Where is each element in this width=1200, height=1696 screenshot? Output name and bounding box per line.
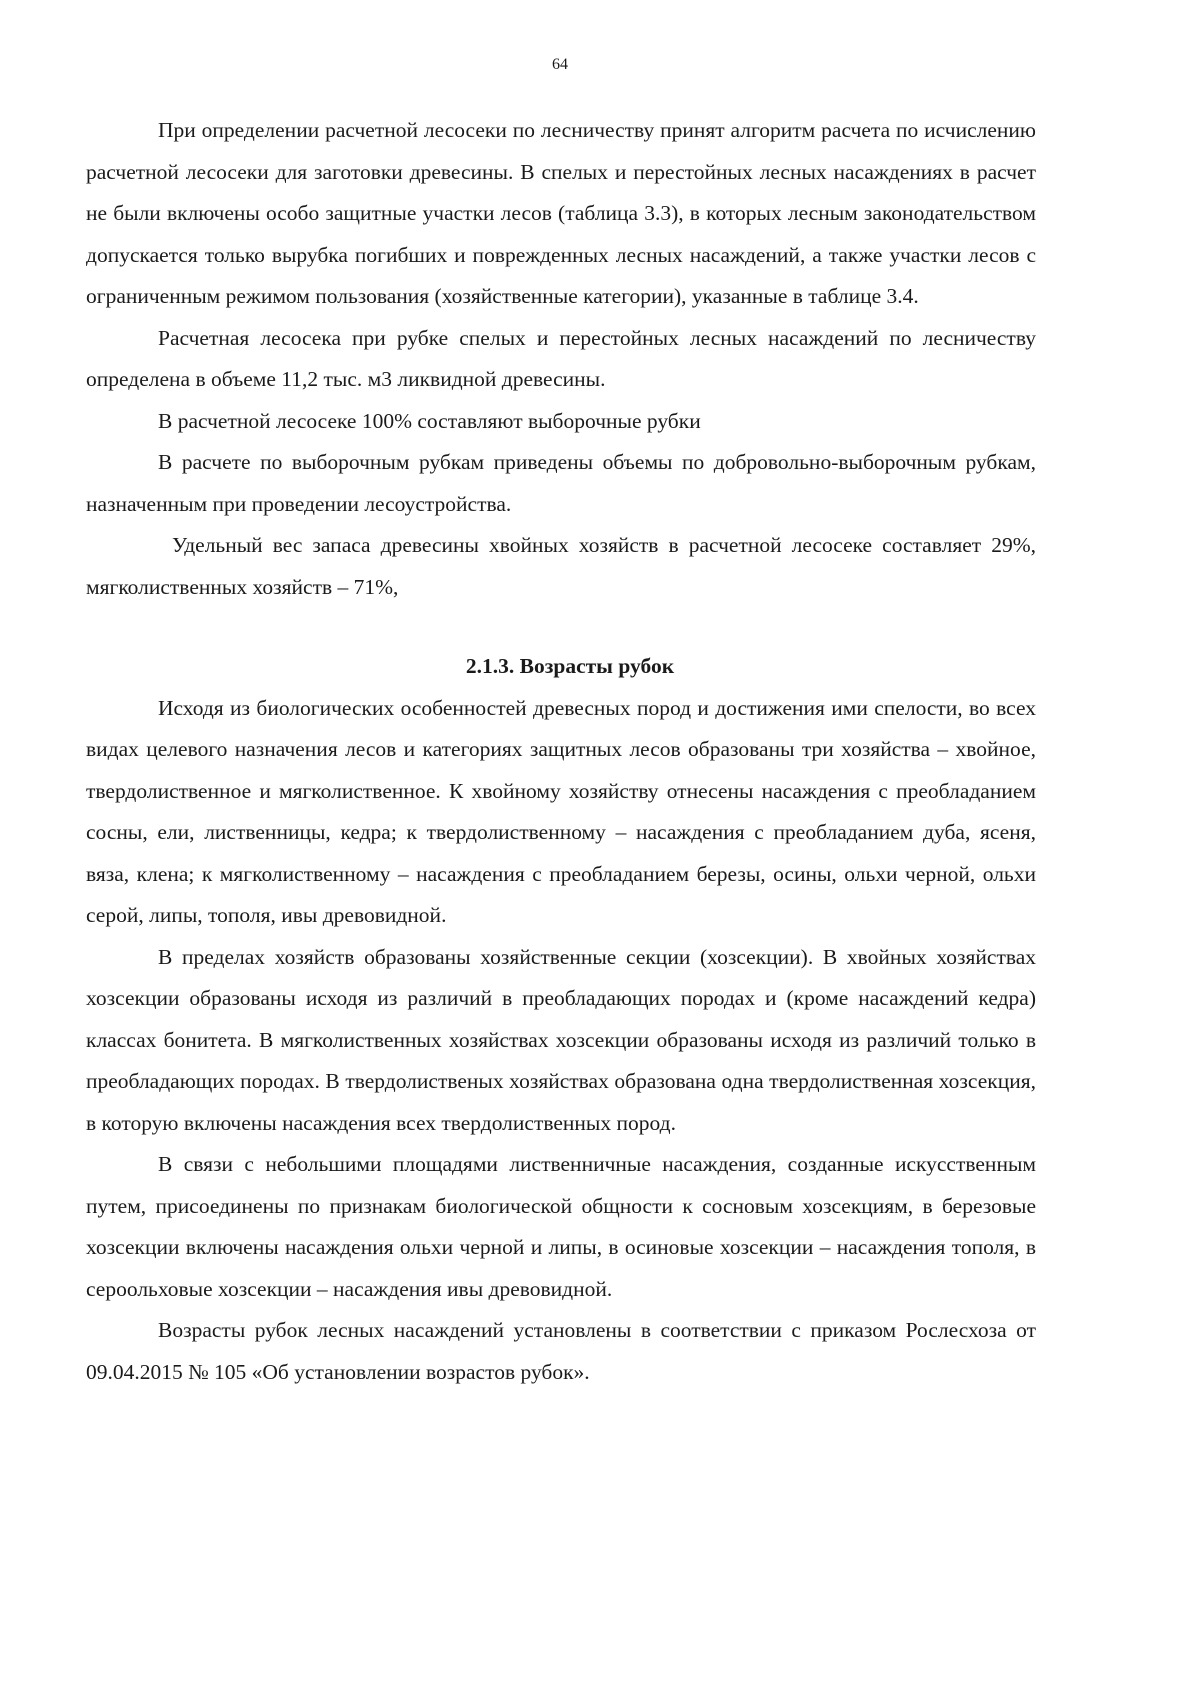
paragraph-selective-cuttings-share: В расчетной лесосеке 100% составляют выборочные рубки (158, 408, 701, 433)
paragraph-allowable-cut-volume: Расчетная лесосека при рубке спелых и перестойных лесных насаждений по лесничеству определена в объеме 11,2 тыс. м3 ликвидной древесины. (86, 325, 1036, 391)
paragraph-allowable-cut-algorithm: При определении расчетной лесосеки по лесничеству принят алгоритм расчета по исчислению расчетной лесосеки для заготовки древесины. В спелых и перестойных лесных насаждениях в расчет не были включены особо защитные участки лесов (таблица 3.3), в которых лесным законодательством допускается только вырубка погибших и поврежденных лесных насаждений, а также участки лесов с ограниченным режимом пользования (хозяйственные категории), указанные в таблице 3.4. (86, 118, 1036, 308)
page-content (86, 110, 1036, 1393)
section-heading: 2.1.3. Возрасты рубок (465, 654, 675, 678)
paragraph-stock-share: Удельный вес запаса древесины хвойных хозяйств в расчетной лесосеке составляет 29%, мягколиственных хозяйств – 71%, (86, 533, 1036, 599)
paragraph-forest-economies: Исходя из биологических особенностей древесных пород и достижения ими спелости, во всех видах целевого назначения лесов и категориях защитных лесов образованы три хозяйства – хвойное, твердолиственное и мягколиственное. К хвойному хозяйству отнесены насаждения с преобладанием сосны, ели, лиственницы, кедра; к твердолиственному – насаждения с преобладанием дуба, ясеня, вяза, клена; к мягколиственному – насаждения с преобладанием березы, осины, ольхи черной, ольхи серой, липы, тополя, ивы древовидной. (86, 695, 1036, 927)
paragraph-voluntary-selective-cuttings: В расчете по выборочным рубкам приведены объемы по добровольно-выборочным рубкам, назначенным при проведении лесоустройства. (86, 450, 1036, 516)
paragraph-merged-sections: В связи с небольшими площадями лиственничные насаждения, созданные искусственным путем, присоединены по признакам биологической общности к сосновым хозсекциям, в березовые хозсекции включены насаждения ольхи черной и липы, в осиновые хозсекции – насаждения тополя, в сероольховые хозсекции – насаждения ивы древовидной. (86, 1152, 1036, 1301)
paragraph-economic-sections: В пределах хозяйств образованы хозяйственные секции (хозсекции). В хвойных хозяйствах хозсекции образованы исходя из различий в преобладающих породах и (кроме насаждений кедра) классах бонитета. В мягколиственных хозяйствах хозсекции образованы исходя из различий только в преобладающих породах. В твердолиственых хозяйствах образована одна твердолиственная хозсекция, в которую включены насаждения всех твердолиственных пород. (86, 944, 1036, 1135)
paragraph-cutting-ages-order: Возрасты рубок лесных насаждений установлены в соответствии с приказом Рослесхоза от 09.04.2015 № 105 «Об установлении возрастов рубок». (86, 1318, 1036, 1384)
page-number: 64 (552, 56, 568, 73)
